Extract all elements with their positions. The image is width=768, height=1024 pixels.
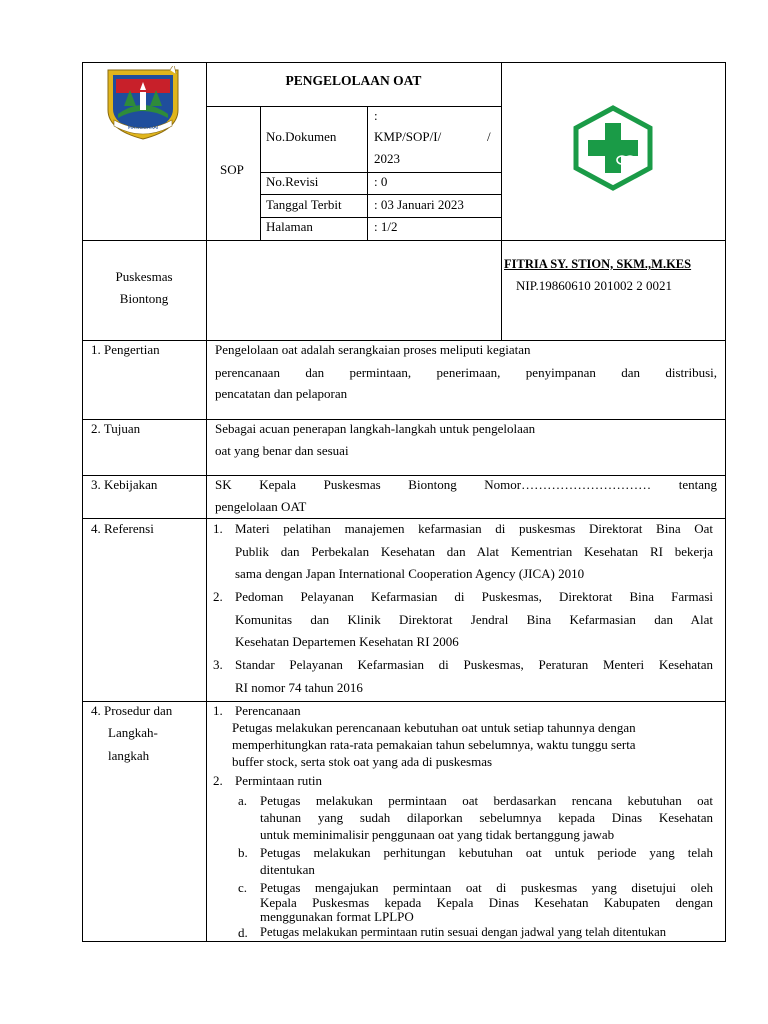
header-block-bottom (82, 240, 726, 241)
substep-text: untuk meminimalisir penggunaan oat yang tidak bertanggung jawab (260, 827, 615, 842)
tujuan-line1: Sebagai acuan penerapan langkah-langkah untuk pengelolaan (215, 421, 536, 436)
doc-number-colon: : (374, 108, 378, 123)
section-label-pengertian: 1. Pengertian (91, 342, 160, 357)
svg-text:MANGGARAI: MANGGARAI (127, 125, 159, 131)
doc-number-label: No.Dokumen (266, 129, 337, 144)
section-label-prosedur: 4. Prosedur dan (91, 703, 173, 718)
row-sep-3 (260, 217, 501, 218)
referensi-item-line: Publik dan Perbekalan Kesehatan dan Alat Kementrian Kesehatan RI bekerja (235, 544, 713, 559)
referensi-item-line: RI nomor 74 tahun 2016 (235, 680, 363, 695)
doc-number-year: 2023 (374, 151, 400, 166)
referensi-item-line: Komunitas dan Klinik Direktorat Jendral Bina Kefarmasian dan Alat (235, 612, 713, 627)
substep-letter: c. (238, 880, 248, 895)
substep-text: Petugas melakukan perhitungan kebutuhan oat untuk periode yang telah (260, 845, 713, 860)
issue-date-value: : 03 Januari 2023 (374, 197, 464, 212)
substep-text: Kepala Puskesmas kepada Kepala Dinas Kesehatan Kabupaten dengan (260, 895, 713, 910)
substep-letter: b. (238, 845, 248, 860)
referensi-item-line: Pedoman Pelayanan Kefarmasian di Puskesmas, Direktorat Bina Farmasi (235, 589, 713, 604)
pengertian-line2: perencanaan dan permintaan, penerimaan, penyimpanan dan distribusi, (215, 365, 717, 380)
page-value: : 1/2 (374, 219, 398, 234)
referensi-item-line: Materi pelatihan manajemen kefarmasian di puskesmas Direktorat Bina Oat (235, 521, 713, 536)
document-title: PENGELOLAAN OAT (285, 73, 422, 88)
title-bottom (206, 106, 501, 107)
org-row-bottom (82, 340, 726, 341)
meta-value-divider (367, 106, 368, 240)
border-right (725, 62, 726, 942)
section-label-prosedur-3: langkah (108, 748, 150, 763)
section-label-tujuan: 2. Tujuan (91, 421, 141, 436)
substep-text: ditentukan (260, 862, 315, 877)
substep-letter: a. (238, 793, 248, 808)
regional-crest-icon (104, 66, 182, 142)
section-label-kebijakan: 3. Kebijakan (91, 477, 158, 492)
pengertian-line3: pencatatan dan pelaporan (215, 386, 348, 401)
step-text: Petugas melakukan perencanaan kebutuhan oat untuk setiap tahunnya dengan (232, 720, 636, 735)
pengertian-bottom (82, 419, 726, 420)
substep-text: tahunan yang sudah dilaporkan sebelumnya kepada Dinas Kesehatan (260, 810, 713, 825)
org-name-line1: Puskesmas (115, 269, 173, 284)
substep-text: menggunakan format LPLPO (260, 909, 414, 924)
step-title: Perencanaan (235, 703, 301, 718)
row-sep-1 (260, 172, 501, 173)
doc-number-value: KMP/SOP/I/ (374, 129, 442, 144)
referensi-item-line: Kesehatan Departemen Kesehatan RI 2006 (235, 634, 459, 649)
pengertian-line1: Pengelolaan oat adalah serangkaian proses meliputi kegiatan (215, 342, 531, 357)
step-number: 2. (213, 773, 223, 788)
step-text: memperhitungkan rata-rata pemakaian tahun sebelumnya, waktu tunggu serta (232, 737, 636, 752)
tujuan-line2: oat yang benar dan sesuai (215, 443, 349, 458)
kebijakan-line2: pengelolaan OAT (215, 499, 307, 514)
referensi-item-number: 1. (213, 521, 223, 536)
row-sep-2 (260, 194, 501, 195)
health-cross-icon (570, 105, 656, 191)
meta-label-divider (260, 106, 261, 240)
sop-label: SOP (220, 162, 244, 177)
border-bottom (82, 941, 726, 942)
referensi-item-number: 3. (213, 657, 223, 672)
revision-label: No.Revisi (266, 174, 319, 189)
header-right-divider (501, 62, 502, 340)
step-title: Permintaan rutin (235, 773, 323, 788)
kebijakan-bottom (82, 518, 726, 519)
substep-text: Petugas mengajukan permintaan oat di puskesmas yang disetujui oleh (260, 880, 713, 895)
section-label-prosedur-2: Langkah- (108, 725, 158, 740)
signer-nip: NIP.19860610 201002 2 0021 (516, 278, 673, 293)
border-left (82, 62, 83, 942)
issue-date-label: Tanggal Terbit (266, 197, 342, 212)
substep-text: Petugas melakukan permintaan oat berdasarkan rencana kebutuhan oat (260, 793, 713, 808)
revision-value: : 0 (374, 174, 388, 189)
signer-name: FITRIA SY. STION, SKM.,M.KES (504, 257, 692, 271)
step-number: 1. (213, 703, 223, 718)
referensi-item-line: Standar Pelayanan Kefarmasian di Puskesmas, Peraturan Menteri Kesehatan (235, 657, 713, 672)
substep-text: Petugas melakukan permintaan rutin sesuai dengan jadwal yang telah ditentukan (260, 925, 667, 939)
section-label-referensi: 4. Referensi (91, 521, 154, 536)
column-divider (206, 62, 207, 942)
org-name-line2: Biontong (119, 291, 169, 306)
doc-number-slash: / (487, 129, 491, 144)
referensi-item-line: sama dengan Japan International Cooperation Agency (JICA) 2010 (235, 566, 585, 581)
border-top (82, 62, 726, 63)
substep-letter: d. (238, 925, 248, 940)
page-label: Halaman (266, 219, 313, 234)
kebijakan-line1: SK Kepala Puskesmas Biontong Nomor………………………… tentang (215, 477, 717, 492)
referensi-bottom (82, 701, 726, 702)
tujuan-bottom (82, 475, 726, 476)
step-text: buffer stock, serta stok oat yang ada di puskesmas (232, 754, 493, 769)
referensi-item-number: 2. (213, 589, 223, 604)
